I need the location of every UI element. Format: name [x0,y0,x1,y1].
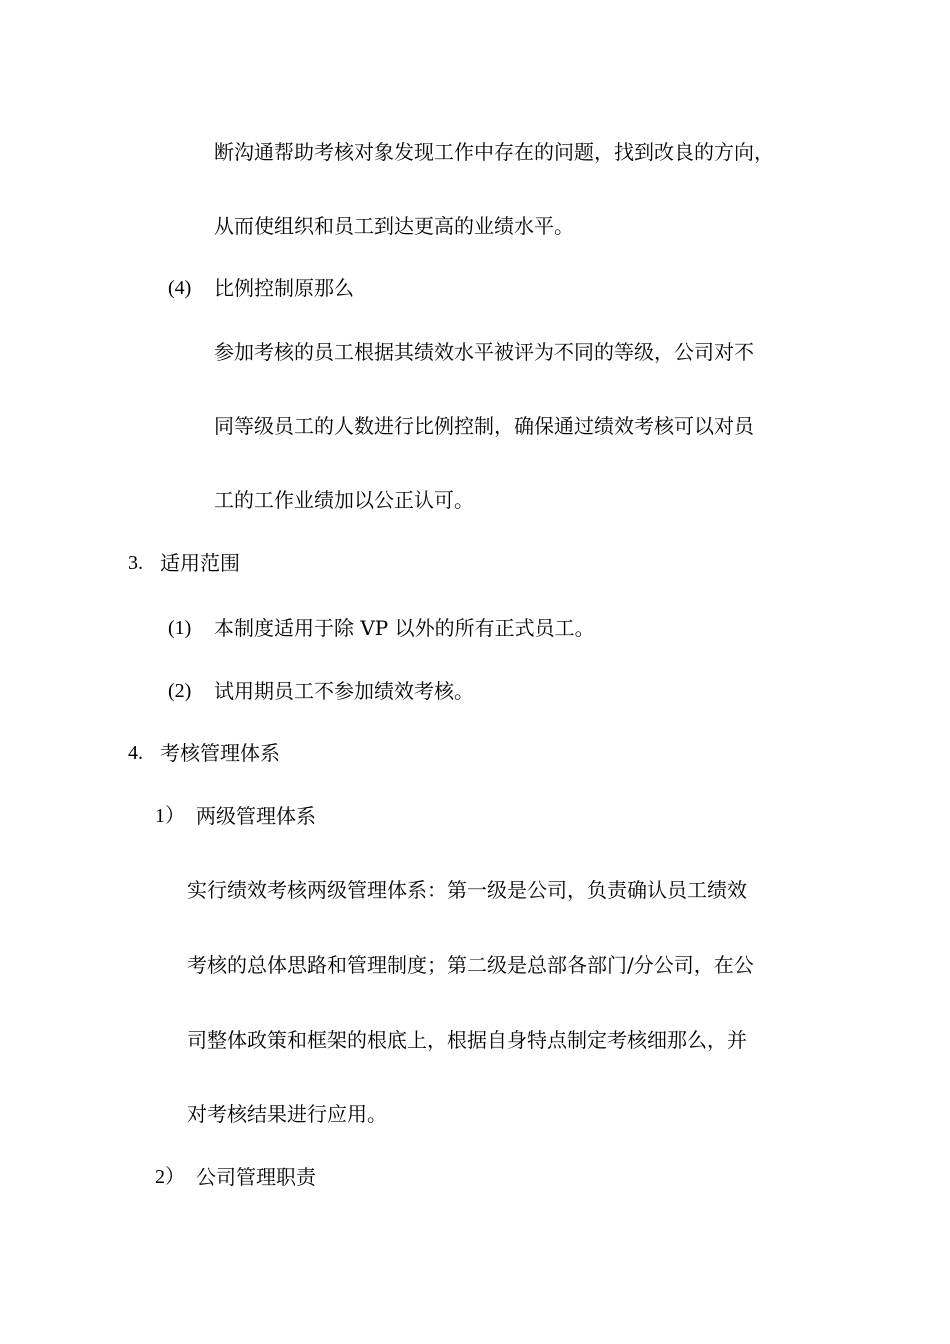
item-marker: (4) [168,277,192,299]
section-number: 3. [128,552,143,574]
paragraph-line: 从而使组织和员工到达更高的业绩水平。 [214,214,574,238]
section-heading: 适用范围 [160,551,240,575]
subsection-marker: 2） [155,1166,185,1188]
item-marker: (2) [168,680,192,702]
paragraph-line: 参加考核的员工根据其绩效水平被评为不同的等级，公司对不 [214,340,754,364]
paragraph-line: 工的工作业绩加以公正认可。 [214,488,474,512]
subsection-heading: 公司管理职责 [196,1165,316,1189]
subsection-heading: 两级管理体系 [196,804,316,828]
paragraph-line: 实行绩效考核两级管理体系：第一级是公司，负责确认员工绩效 [187,878,747,902]
paragraph-line: 司整体政策和框架的根底上，根据自身特点制定考核细那么，并 [187,1028,747,1052]
section-heading: 考核管理体系 [160,741,280,765]
paragraph-line: 同等级员工的人数进行比例控制，确保通过绩效考核可以对员 [214,414,754,438]
list-item-text: 本制度适用于除 VP 以外的所有正式员工。 [214,616,595,640]
paragraph-line: 对考核结果进行应用。 [187,1102,387,1126]
paragraph-line: 考核的总体思路和管理制度；第二级是总部各部门/分公司，在公 [187,953,754,977]
paragraph-line: 断沟通帮助考核对象发现工作中存在的问题，找到改良的方向， [214,140,774,164]
item-heading: 比例控制原那么 [214,276,354,300]
section-number: 4. [128,742,143,764]
item-marker: (1) [168,617,192,639]
subsection-marker: 1） [155,805,185,827]
list-item-text: 试用期员工不参加绩效考核。 [214,679,474,703]
